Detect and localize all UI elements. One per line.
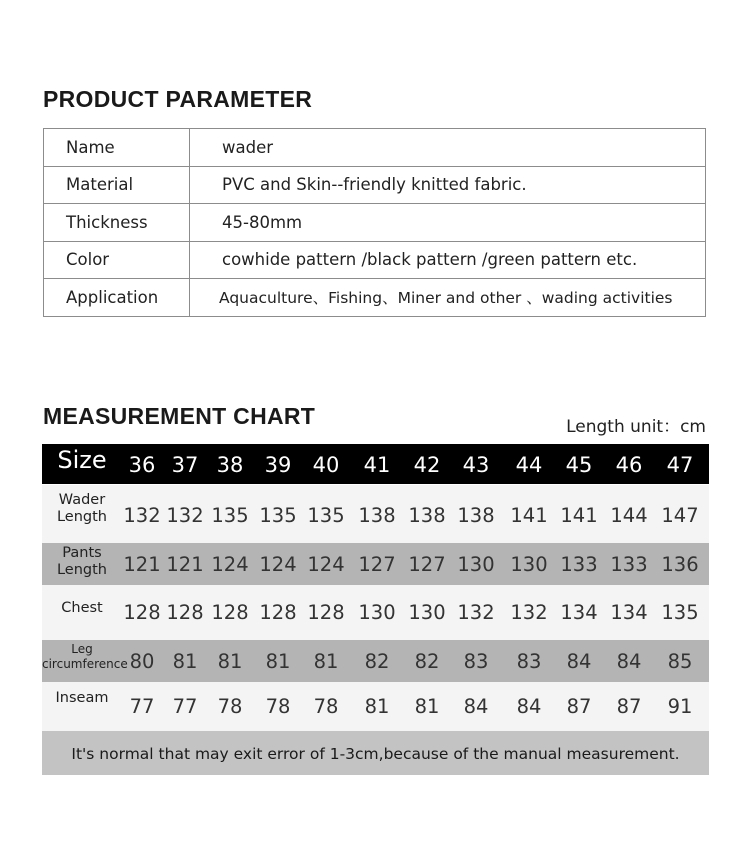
measurement-cell: 81 <box>217 650 243 673</box>
measurement-cell: 132 <box>166 504 204 527</box>
measurement-cell: 130 <box>510 553 548 576</box>
row-label-line: Wader <box>58 492 106 508</box>
size-header-cell: 41 <box>363 453 391 477</box>
measurement-cell: 121 <box>123 553 161 576</box>
measurement-cell: 127 <box>408 553 446 576</box>
product-parameter-title: PRODUCT PARAMETER <box>43 86 313 112</box>
measurement-cell: 87 <box>566 695 592 718</box>
param-row-name <box>44 129 706 167</box>
measurement-row <box>42 585 709 640</box>
measurement-cell: 134 <box>560 601 598 624</box>
measurement-cell: 81 <box>414 695 440 718</box>
measurement-cell: 84 <box>566 650 592 673</box>
measurement-cell: 85 <box>667 650 693 673</box>
param-key: Thickness <box>44 204 190 242</box>
row-label-line: Pants <box>62 545 102 561</box>
measurement-cell: 135 <box>661 601 699 624</box>
measurement-cell: 82 <box>414 650 440 673</box>
row-label-line: Length <box>56 562 107 578</box>
length-unit-label: Length unit：cm <box>566 417 706 437</box>
param-value: Aquaculture、Fishing、Miner and other 、wading activities <box>190 279 706 317</box>
row-label-line: Inseam <box>55 690 109 706</box>
measurement-cell: 135 <box>259 504 297 527</box>
measurement-cell: 80 <box>129 650 155 673</box>
measurement-row-label <box>42 545 122 579</box>
measurement-cell: 128 <box>166 601 204 624</box>
measurement-cell: 78 <box>265 695 291 718</box>
measurement-cell: 130 <box>408 601 446 624</box>
measurement-cell: 127 <box>358 553 396 576</box>
measurement-cell: 128 <box>307 601 345 624</box>
param-row-thickness <box>44 204 706 242</box>
measurement-cell: 141 <box>560 504 598 527</box>
measurement-row-label <box>42 600 122 617</box>
measurement-cell: 84 <box>516 695 542 718</box>
measurement-cell: 135 <box>211 504 249 527</box>
measurement-cell: 77 <box>172 695 198 718</box>
size-header-cell: 39 <box>264 453 292 477</box>
size-header-cell: 44 <box>515 453 543 477</box>
measurement-cell: 133 <box>560 553 598 576</box>
measurement-cell: 84 <box>616 650 642 673</box>
measurement-cell: 82 <box>364 650 390 673</box>
measurement-cell: 147 <box>661 504 699 527</box>
size-header-cell: 43 <box>462 453 490 477</box>
measurement-cell: 91 <box>667 695 693 718</box>
measurement-cell: 124 <box>259 553 297 576</box>
measurement-cell: 128 <box>211 601 249 624</box>
measurement-row <box>42 640 709 682</box>
measurement-cell: 81 <box>313 650 339 673</box>
measurement-cell: 77 <box>129 695 155 718</box>
measurement-cell: 81 <box>265 650 291 673</box>
measurement-note: It's normal that may exit error of 1-3cm,because of the manual measurement. <box>42 731 709 775</box>
measurement-cell: 83 <box>516 650 542 673</box>
product-parameter-table <box>43 128 706 317</box>
size-header-cell: 45 <box>565 453 593 477</box>
size-header-row <box>42 444 709 484</box>
measurement-cell: 133 <box>610 553 648 576</box>
measurement-row-label <box>42 492 122 526</box>
measurement-cell: 132 <box>510 601 548 624</box>
size-header-cell: 47 <box>666 453 694 477</box>
measurement-cell: 78 <box>217 695 243 718</box>
param-key: Material <box>44 166 190 204</box>
param-row-color <box>44 241 706 279</box>
measurement-cell: 81 <box>172 650 198 673</box>
measurement-cell: 130 <box>457 553 495 576</box>
size-header-cell: 40 <box>312 453 340 477</box>
measurement-cell: 138 <box>408 504 446 527</box>
param-key: Name <box>44 129 190 167</box>
row-label-line: Length <box>56 509 107 525</box>
measurement-cell: 130 <box>358 601 396 624</box>
measurement-cell: 128 <box>123 601 161 624</box>
measurement-row-label <box>42 642 128 672</box>
size-header-cell: 42 <box>413 453 441 477</box>
measurement-cell: 138 <box>457 504 495 527</box>
size-header-cell: 36 <box>128 453 156 477</box>
measurement-cell: 87 <box>616 695 642 718</box>
param-value: 45-80mm <box>190 204 706 242</box>
measurement-row-label <box>42 690 122 707</box>
measurement-cell: 138 <box>358 504 396 527</box>
measurement-cell: 144 <box>610 504 648 527</box>
measurement-row <box>42 485 709 543</box>
row-label-line: circumference <box>42 657 128 671</box>
size-header-cell: 46 <box>615 453 643 477</box>
param-value: wader <box>190 129 706 167</box>
measurement-cell: 128 <box>259 601 297 624</box>
size-header-cell: 38 <box>216 453 244 477</box>
measurement-cell: 78 <box>313 695 339 718</box>
param-key: Application <box>44 279 190 317</box>
measurement-chart-title: MEASUREMENT CHART <box>43 403 316 429</box>
measurement-cell: 135 <box>307 504 345 527</box>
param-row-material <box>44 166 706 204</box>
param-key: Color <box>44 241 190 279</box>
measurement-cell: 83 <box>463 650 489 673</box>
measurement-cell: 141 <box>510 504 548 527</box>
measurement-cell: 124 <box>307 553 345 576</box>
size-header-label: Size <box>57 446 107 474</box>
measurement-cell: 81 <box>364 695 390 718</box>
measurement-row <box>42 682 709 731</box>
param-value: PVC and Skin--friendly knitted fabric. <box>190 166 706 204</box>
size-header-cell: 37 <box>171 453 199 477</box>
measurement-cell: 124 <box>211 553 249 576</box>
measurement-cell: 121 <box>166 553 204 576</box>
measurement-cell: 132 <box>123 504 161 527</box>
param-row-application <box>44 279 706 317</box>
row-label-line: Leg <box>71 642 93 656</box>
measurement-cell: 84 <box>463 695 489 718</box>
param-value: cowhide pattern /black pattern /green pattern etc. <box>190 241 706 279</box>
measurement-cell: 136 <box>661 553 699 576</box>
measurement-cell: 132 <box>457 601 495 624</box>
measurement-cell: 134 <box>610 601 648 624</box>
measurement-row <box>42 543 709 585</box>
row-label-line: Chest <box>61 600 103 616</box>
